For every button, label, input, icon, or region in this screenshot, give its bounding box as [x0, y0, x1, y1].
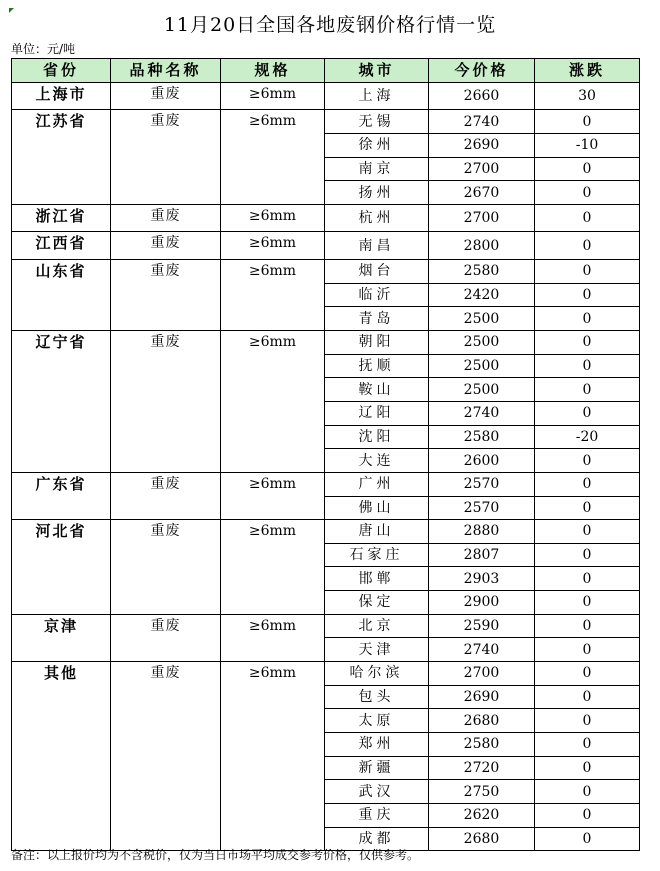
city-cell: 新疆 — [325, 756, 429, 780]
city-cell: 杭州 — [325, 204, 429, 232]
table-row — [12, 662, 640, 686]
variety-cell: 重废 — [111, 662, 221, 851]
change-cell: 0 — [535, 803, 640, 827]
price-cell: 2590 — [429, 614, 535, 638]
province-cell: 辽宁省 — [12, 331, 111, 473]
province-cell: 其他 — [12, 662, 111, 851]
city-cell: 南昌 — [325, 232, 429, 260]
spec-cell: ≥6mm — [221, 232, 325, 260]
province-cell: 上海市 — [12, 82, 111, 110]
spec-cell: ≥6mm — [221, 662, 325, 851]
change-cell: 0 — [535, 614, 640, 638]
table-row — [12, 204, 640, 232]
table-row — [12, 110, 640, 134]
price-cell: 2750 — [429, 780, 535, 804]
spec-cell: ≥6mm — [221, 614, 325, 661]
price-cell: 2420 — [429, 283, 535, 307]
price-cell: 2680 — [429, 709, 535, 733]
city-cell: 太原 — [325, 709, 429, 733]
table-row — [12, 232, 640, 260]
spec-cell: ≥6mm — [221, 110, 325, 205]
header-change: 涨跌 — [535, 59, 640, 83]
province-cell: 山东省 — [12, 260, 111, 331]
city-cell: 广州 — [325, 472, 429, 496]
change-cell: 0 — [535, 307, 640, 331]
city-cell: 上海 — [325, 82, 429, 110]
price-cell: 2900 — [429, 591, 535, 615]
city-cell: 包头 — [325, 685, 429, 709]
price-cell: 2570 — [429, 496, 535, 520]
price-cell: 2700 — [429, 204, 535, 232]
city-cell: 重庆 — [325, 803, 429, 827]
table-row — [12, 331, 640, 355]
table-body — [12, 82, 640, 851]
change-cell: 0 — [535, 354, 640, 378]
city-cell: 邯郸 — [325, 567, 429, 591]
variety-cell: 重废 — [111, 614, 221, 661]
price-cell: 2700 — [429, 157, 535, 181]
price-cell: 2500 — [429, 331, 535, 355]
price-table — [11, 58, 640, 851]
change-cell: 0 — [535, 181, 640, 205]
price-cell: 2690 — [429, 685, 535, 709]
change-cell: 0 — [535, 591, 640, 615]
price-cell: 2800 — [429, 232, 535, 260]
change-cell: 0 — [535, 472, 640, 496]
province-cell: 浙江省 — [12, 204, 111, 232]
price-cell: 2660 — [429, 82, 535, 110]
city-cell: 成都 — [325, 827, 429, 851]
spec-cell: ≥6mm — [221, 472, 325, 519]
variety-cell: 重废 — [111, 260, 221, 331]
change-cell: 0 — [535, 232, 640, 260]
city-cell: 天津 — [325, 638, 429, 662]
city-cell: 保定 — [325, 591, 429, 615]
change-cell: 0 — [535, 204, 640, 232]
city-cell: 鞍山 — [325, 378, 429, 402]
footnote: 备注：以上报价均为不含税价，仅为当日市场平均成交参考价格，仅供参考。 — [11, 848, 420, 862]
change-cell: 0 — [535, 567, 640, 591]
page-title: 11月20日全国各地废钢价格行情一览 — [163, 14, 497, 36]
city-cell: 扬州 — [325, 181, 429, 205]
spec-cell: ≥6mm — [221, 82, 325, 110]
price-cell: 2903 — [429, 567, 535, 591]
change-cell: 0 — [535, 827, 640, 851]
change-cell: -20 — [535, 425, 640, 449]
spec-cell: ≥6mm — [221, 260, 325, 331]
city-cell: 朝阳 — [325, 331, 429, 355]
change-cell: -10 — [535, 133, 640, 157]
change-cell: 0 — [535, 331, 640, 355]
price-cell: 2570 — [429, 472, 535, 496]
unit-label: 单位：元/吨 — [11, 42, 76, 56]
city-cell: 唐山 — [325, 520, 429, 544]
change-cell: 0 — [535, 709, 640, 733]
variety-cell: 重废 — [111, 232, 221, 260]
header-province: 省份 — [12, 59, 111, 83]
city-cell: 辽阳 — [325, 401, 429, 425]
price-cell: 2600 — [429, 449, 535, 473]
change-cell: 30 — [535, 82, 640, 110]
price-cell: 2690 — [429, 133, 535, 157]
province-cell: 江西省 — [12, 232, 111, 260]
province-cell: 河北省 — [12, 520, 111, 615]
city-cell: 南京 — [325, 157, 429, 181]
table-row — [12, 614, 640, 638]
change-cell: 0 — [535, 662, 640, 686]
price-cell: 2580 — [429, 732, 535, 756]
table-row — [12, 472, 640, 496]
change-cell: 0 — [535, 260, 640, 284]
city-cell: 青岛 — [325, 307, 429, 331]
spec-cell: ≥6mm — [221, 520, 325, 615]
city-cell: 抚顺 — [325, 354, 429, 378]
variety-cell: 重废 — [111, 82, 221, 110]
city-cell: 徐州 — [325, 133, 429, 157]
price-cell: 2807 — [429, 543, 535, 567]
province-cell: 广东省 — [12, 472, 111, 519]
change-cell: 0 — [535, 520, 640, 544]
price-cell: 2620 — [429, 803, 535, 827]
city-cell: 烟台 — [325, 260, 429, 284]
city-cell: 无锡 — [325, 110, 429, 134]
province-cell: 京津 — [12, 614, 111, 661]
change-cell: 0 — [535, 283, 640, 307]
change-cell: 0 — [535, 378, 640, 402]
change-cell: 0 — [535, 110, 640, 134]
spec-cell: ≥6mm — [221, 331, 325, 473]
variety-cell: 重废 — [111, 472, 221, 519]
header-variety: 品种名称 — [111, 59, 221, 83]
change-cell: 0 — [535, 401, 640, 425]
city-cell: 沈阳 — [325, 425, 429, 449]
price-cell: 2720 — [429, 756, 535, 780]
header-row — [12, 59, 640, 83]
price-cell: 2700 — [429, 662, 535, 686]
price-cell: 2670 — [429, 181, 535, 205]
change-cell: 0 — [535, 756, 640, 780]
city-cell: 哈尔滨 — [325, 662, 429, 686]
header-city: 城市 — [325, 59, 429, 83]
change-cell: 0 — [535, 685, 640, 709]
province-cell: 江苏省 — [12, 110, 111, 205]
change-cell: 0 — [535, 780, 640, 804]
change-cell: 0 — [535, 157, 640, 181]
price-cell: 2680 — [429, 827, 535, 851]
change-cell: 0 — [535, 449, 640, 473]
table-row — [12, 520, 640, 544]
spec-cell: ≥6mm — [221, 204, 325, 232]
price-cell: 2500 — [429, 307, 535, 331]
city-cell: 北京 — [325, 614, 429, 638]
change-cell: 0 — [535, 638, 640, 662]
variety-cell: 重废 — [111, 204, 221, 232]
city-cell: 石家庄 — [325, 543, 429, 567]
price-cell: 2580 — [429, 425, 535, 449]
change-cell: 0 — [535, 732, 640, 756]
city-cell: 佛山 — [325, 496, 429, 520]
price-cell: 2880 — [429, 520, 535, 544]
price-cell: 2500 — [429, 378, 535, 402]
change-cell: 0 — [535, 496, 640, 520]
city-cell: 大连 — [325, 449, 429, 473]
price-cell: 2580 — [429, 260, 535, 284]
table-row — [12, 260, 640, 284]
price-cell: 2740 — [429, 401, 535, 425]
variety-cell: 重废 — [111, 331, 221, 473]
table-row — [12, 82, 640, 110]
price-cell: 2740 — [429, 638, 535, 662]
city-cell: 武汉 — [325, 780, 429, 804]
variety-cell: 重废 — [111, 520, 221, 615]
price-cell: 2740 — [429, 110, 535, 134]
header-spec: 规格 — [221, 59, 325, 83]
city-cell: 临沂 — [325, 283, 429, 307]
city-cell: 郑州 — [325, 732, 429, 756]
header-price: 今价格 — [429, 59, 535, 83]
variety-cell: 重废 — [111, 110, 221, 205]
change-cell: 0 — [535, 543, 640, 567]
price-cell: 2500 — [429, 354, 535, 378]
